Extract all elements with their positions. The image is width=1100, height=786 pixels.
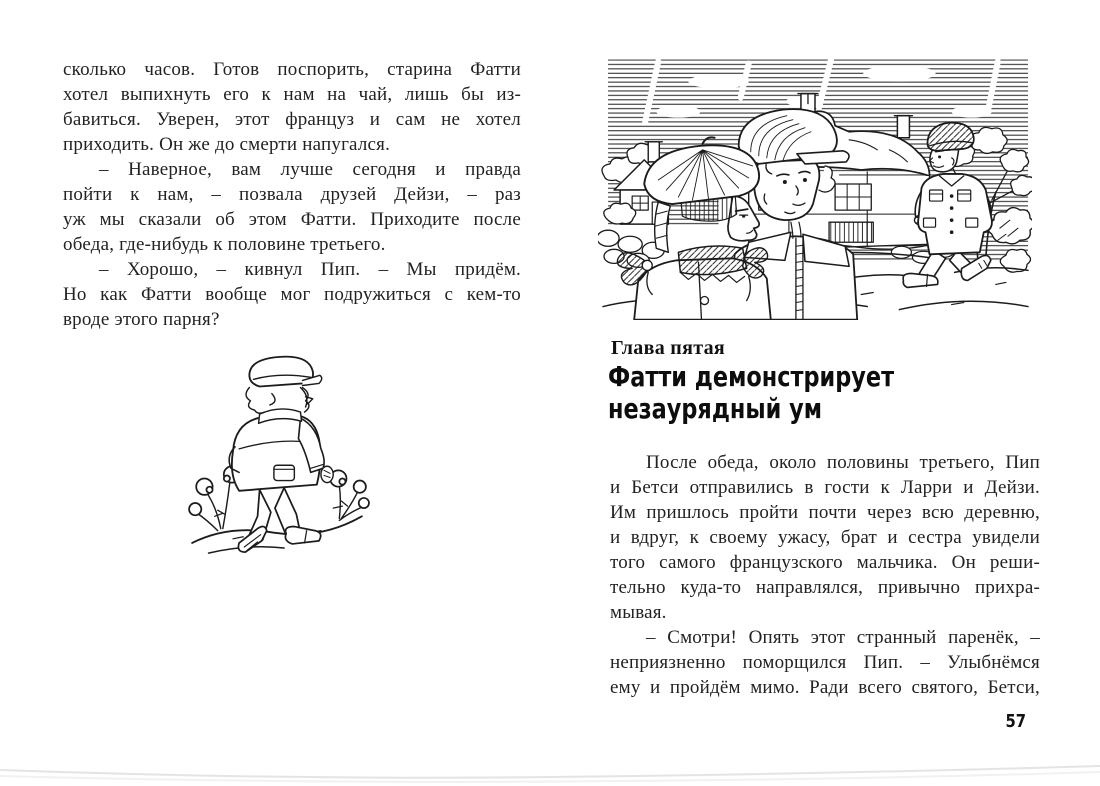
text-line: Но как Фатти вообще мог подружиться с кем-то	[63, 284, 521, 305]
text-line: уж мы сказали об этом Фатти. Приходите после	[63, 209, 521, 230]
text-line: неприязненно поморщился Пип. – Улыбнёмся	[610, 652, 1040, 673]
right-page	[540, 0, 1100, 786]
chapter-title-line1: Фатти демонстрирует	[608, 360, 895, 393]
text-line: бавиться. Уверен, этот француз и сам не хотел	[63, 109, 521, 130]
chapter-title-line2: незаурядный ум	[608, 392, 823, 425]
right-page-text	[610, 450, 1040, 700]
chapter-label: Глава пятая	[611, 337, 726, 359]
text-line: – Смотри! Опять этот странный паренёк, –	[646, 627, 1040, 648]
text-line: приходить. Он же до смерти напугался.	[63, 134, 391, 155]
text-line: обеда, где-нибудь к половине третьего.	[63, 234, 386, 255]
chapter-title	[608, 361, 894, 425]
page-curl-shadow	[0, 762, 1100, 786]
text-line: Им пришлось пройти почти через всю деревню,	[610, 502, 1040, 523]
text-line: сколько часов. Готов поспорить, старина Фатти	[63, 59, 521, 80]
text-line: хотел выпихнуть его к нам на чай, лишь бы из-	[63, 84, 521, 105]
text-line: вроде этого парня?	[63, 309, 220, 330]
left-page-text	[63, 57, 521, 332]
text-line: – Наверное, вам лучше сегодня и правда	[99, 159, 521, 180]
text-line: и Бетси отправились в гости к Ларри и Дейзи.	[610, 477, 1040, 498]
text-line: – Хорошо, – кивнул Пип. – Мы придём.	[99, 259, 521, 280]
text-line: ему и пройдём мимо. Ради всего святого, Бетси,	[610, 677, 1040, 698]
illustration-walking-boy-flowers	[186, 352, 370, 558]
page-number: 57	[1005, 711, 1026, 732]
left-page	[0, 0, 540, 786]
text-line: пойти к нам, – позвала друзей Дейзи, – раз	[63, 184, 521, 205]
text-line: и вдруг, к своему ужасу, брат и сестра увидели	[610, 527, 1040, 548]
illustration-children-village-scene	[598, 53, 1032, 320]
text-line: После обеда, около половины третьего, Пип	[646, 452, 1040, 473]
text-line: того самого французского мальчика. Он реши-	[610, 552, 1040, 573]
text-line: тельно куда-то направлялся, привычно прихра-	[610, 577, 1040, 598]
text-line: мывая.	[610, 602, 667, 623]
